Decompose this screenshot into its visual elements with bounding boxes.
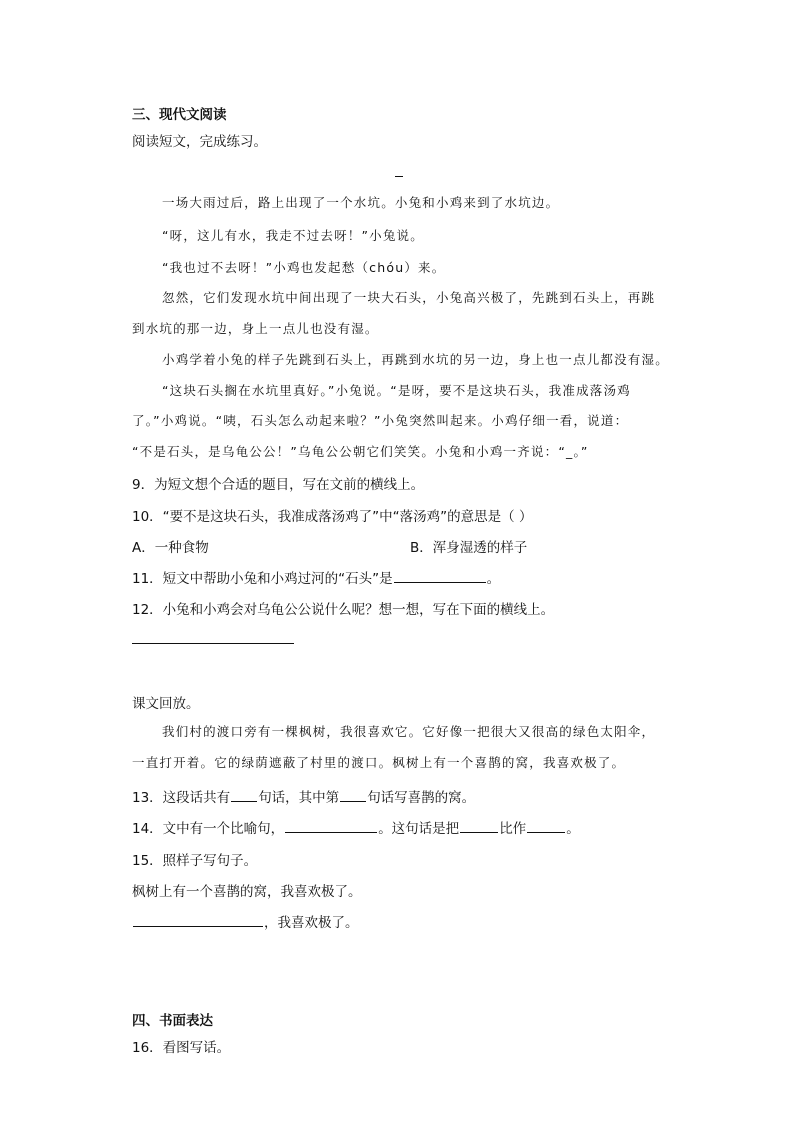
question-10-option-b[interactable]: B．浑身湿透的样子 bbox=[410, 540, 528, 556]
story-paragraph-2: “呀，这儿有水，我走不过去呀！”小兔说。 bbox=[162, 228, 424, 243]
story-paragraph-6-line-2: 了。”小鸡说。“咦，石头怎么动起来啦？”小兔突然叫起来。小鸡仔细一看，说道： bbox=[132, 413, 629, 428]
story-paragraph-6-line-3: “不是石头，是乌龟公公！”乌龟公公朝它们笑笑。小兔和小鸡一齐说：“_。” bbox=[132, 444, 589, 459]
question-16: 16．看图写话。 bbox=[132, 1040, 231, 1056]
question-14-text-a: 14．文中有一个比喻句， bbox=[132, 821, 285, 837]
question-13-text-a: 13．这段话共有 bbox=[132, 790, 231, 806]
question-14-blank-3[interactable] bbox=[527, 819, 565, 833]
review-paragraph-line-1: 我们村的渡口旁有一棵枫树，我很喜欢它。它好像一把很大又很高的绿色太阳伞， bbox=[162, 724, 656, 739]
question-10-option-a[interactable]: A．一种食物 bbox=[132, 540, 209, 556]
review-label: 课文回放。 bbox=[132, 696, 200, 712]
title-blank-line[interactable] bbox=[395, 176, 403, 177]
story-paragraph-6-line-1: “这块石头搁在水坑里真好。”小兔说。“是呀，要不是这块石头，我准成落汤鸡 bbox=[162, 383, 631, 398]
question-14 bbox=[132, 817, 580, 837]
story-paragraph-4-line-2: 到水坑的那一边，身上一点儿也没有湿。 bbox=[132, 321, 379, 336]
question-11-text: 11．短文中帮助小兔和小鸡过河的“石头”是 bbox=[132, 571, 393, 587]
question-13 bbox=[132, 786, 475, 806]
section3-heading: 三、现代文阅读 bbox=[132, 107, 227, 123]
question-11-answer-blank[interactable] bbox=[394, 569, 486, 583]
question-13-text-b: 句话，其中第 bbox=[258, 790, 340, 806]
question-15-answer-tail: ，我喜欢极了。 bbox=[264, 915, 359, 931]
question-14-blank-2[interactable] bbox=[460, 819, 498, 833]
question-13-text-c: 句话写喜鹊的窝。 bbox=[367, 790, 476, 806]
question-15-example: 枫树上有一个喜鹊的窝，我喜欢极了。 bbox=[132, 884, 362, 900]
question-11-period: 。 bbox=[486, 571, 501, 587]
question-13-blank-2[interactable] bbox=[340, 788, 366, 802]
question-15-answer-blank[interactable] bbox=[133, 913, 263, 927]
question-14-blank-1[interactable] bbox=[285, 819, 377, 833]
question-13-blank-1[interactable] bbox=[231, 788, 257, 802]
question-14-text-b: 。这句话是把 bbox=[378, 821, 460, 837]
section3-instruction: 阅读短文，完成练习。 bbox=[132, 134, 267, 150]
question-15-stem: 15．照样子写句子。 bbox=[132, 853, 258, 869]
story-paragraph-1: 一场大雨过后，路上出现了一个水坑。小兔和小鸡来到了水坑边。 bbox=[162, 195, 560, 210]
question-10-stem: 10．“要不是这块石头，我准成落汤鸡了”中“落汤鸡”的意思是（ ） bbox=[132, 509, 533, 525]
question-11 bbox=[132, 567, 500, 587]
question-12-answer-line[interactable] bbox=[132, 643, 294, 644]
story-paragraph-5: 小鸡学着小兔的样子先跳到石头上，再跳到水坑的另一边，身上也一点儿都没有湿。 bbox=[162, 352, 669, 367]
section4-heading: 四、书面表达 bbox=[132, 1013, 213, 1029]
question-14-text-d: 。 bbox=[566, 821, 580, 837]
question-14-text-c: 比作 bbox=[499, 821, 527, 837]
review-paragraph-line-2: 一直打开着。它的绿荫遮蔽了村里的渡口。枫树上有一个喜鹊的窝，我喜欢极了。 bbox=[132, 755, 626, 770]
question-9: 9．为短文想个合适的题目，写在文前的横线上。 bbox=[132, 477, 425, 493]
story-paragraph-4-line-1: 忽然，它们发现水坑中间出现了一块大石头，小兔高兴极了，先跳到石头上，再跳 bbox=[162, 290, 656, 305]
story-paragraph-3: “我也过不去呀！”小鸡也发起愁（chóu）来。 bbox=[162, 260, 446, 275]
question-15-answer bbox=[132, 911, 359, 931]
question-12: 12．小兔和小鸡会对乌龟公公说什么呢？想一想，写在下面的横线上。 bbox=[132, 602, 555, 618]
